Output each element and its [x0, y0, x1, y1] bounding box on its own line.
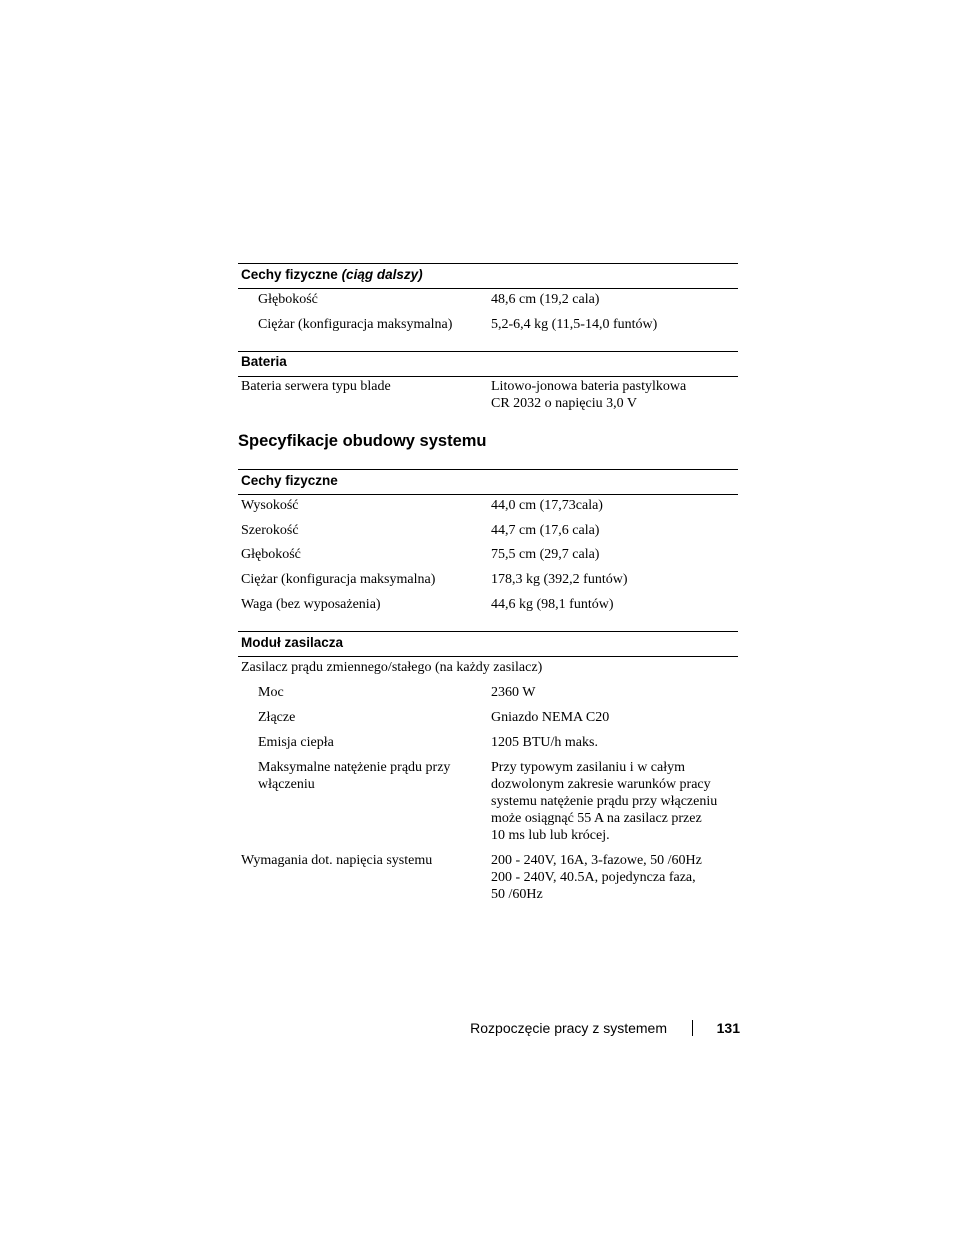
table-header-physical: Cechy fizyczne: [241, 473, 338, 488]
spec-label: Wymagania dot. napięcia systemu: [241, 853, 433, 868]
spec-label: Moc: [258, 685, 284, 700]
table-rule: [238, 656, 738, 657]
spec-value: systemu natężenie prądu przy włączeniu: [491, 794, 718, 809]
spec-value: CR 2032 o napięciu 3,0 V: [491, 396, 637, 411]
footer-separator: [692, 1020, 693, 1036]
spec-value: 200 - 240V, 16A, 3-fazowe, 50 /60Hz: [491, 853, 702, 868]
spec-label: Głębokość: [241, 547, 301, 562]
spec-value: 1205 BTU/h maks.: [491, 735, 598, 750]
table-rule: [238, 494, 738, 495]
spec-label: włączeniu: [258, 777, 315, 792]
spec-label: Ciężar (konfiguracja maksymalna): [241, 572, 436, 587]
spec-label: Szerokość: [241, 523, 299, 538]
spec-value: 44,0 cm (17,73cala): [491, 498, 603, 513]
table-rule: [238, 469, 738, 470]
table-rule: [238, 631, 738, 632]
spec-value: Przy typowym zasilaniu i w całym: [491, 760, 686, 775]
spec-label: Złącze: [258, 710, 296, 725]
footer-title: Rozpoczęcie pracy z systemem: [470, 1020, 667, 1036]
section-title: Specyfikacje obudowy systemu: [238, 432, 487, 450]
spec-value: może osiągnąć 55 A na zasilacz przez: [491, 811, 702, 826]
spec-value: 44,6 kg (98,1 funtów): [491, 597, 614, 612]
spec-value: Gniazdo NEMA C20: [491, 710, 610, 725]
spec-value: 200 - 240V, 40.5A, pojedyncza faza,: [491, 870, 696, 885]
spec-value: 44,7 cm (17,6 cala): [491, 523, 600, 538]
spec-label: Ciężar (konfiguracja maksymalna): [258, 317, 453, 332]
spec-label: Bateria serwera typu blade: [241, 379, 391, 394]
table-rule: [238, 288, 738, 289]
spec-value: 48,6 cm (19,2 cala): [491, 292, 600, 307]
spec-value: 75,5 cm (29,7 cala): [491, 547, 600, 562]
page-number: 131: [716, 1020, 740, 1036]
spec-label: Waga (bez wyposażenia): [241, 597, 381, 612]
table-header-physical-continued: [241, 267, 423, 282]
table-rule: [238, 263, 738, 264]
spec-label: Wysokość: [241, 498, 299, 513]
spec-label: Głębokość: [258, 292, 318, 307]
spec-value: Litowo-jonowa bateria pastylkowa: [491, 379, 687, 394]
spec-label: Maksymalne natężenie prądu przy: [258, 760, 451, 775]
table-header-power-module: Moduł zasilacza: [241, 635, 344, 650]
table-rule: [238, 351, 738, 352]
spec-value: 50 /60Hz: [491, 887, 543, 902]
table-rule: [238, 376, 738, 377]
spec-label: Emisja ciepła: [258, 735, 334, 750]
spec-group-label: Zasilacz prądu zmiennego/stałego (na każdy zasilacz): [241, 660, 543, 675]
table-header-continued: (ciąg dalszy): [341, 267, 423, 282]
spec-value: 178,3 kg (392,2 funtów): [491, 572, 628, 587]
spec-value: dozwolonym zakresie warunków pracy: [491, 777, 711, 792]
spec-value: 2360 W: [491, 685, 536, 700]
table-header-text: Cechy fizyczne: [241, 267, 338, 282]
table-header-battery: Bateria: [241, 354, 287, 369]
spec-value: 10 ms lub lub krócej.: [491, 828, 610, 843]
spec-value: 5,2-6,4 kg (11,5-14,0 funtów): [491, 317, 658, 332]
